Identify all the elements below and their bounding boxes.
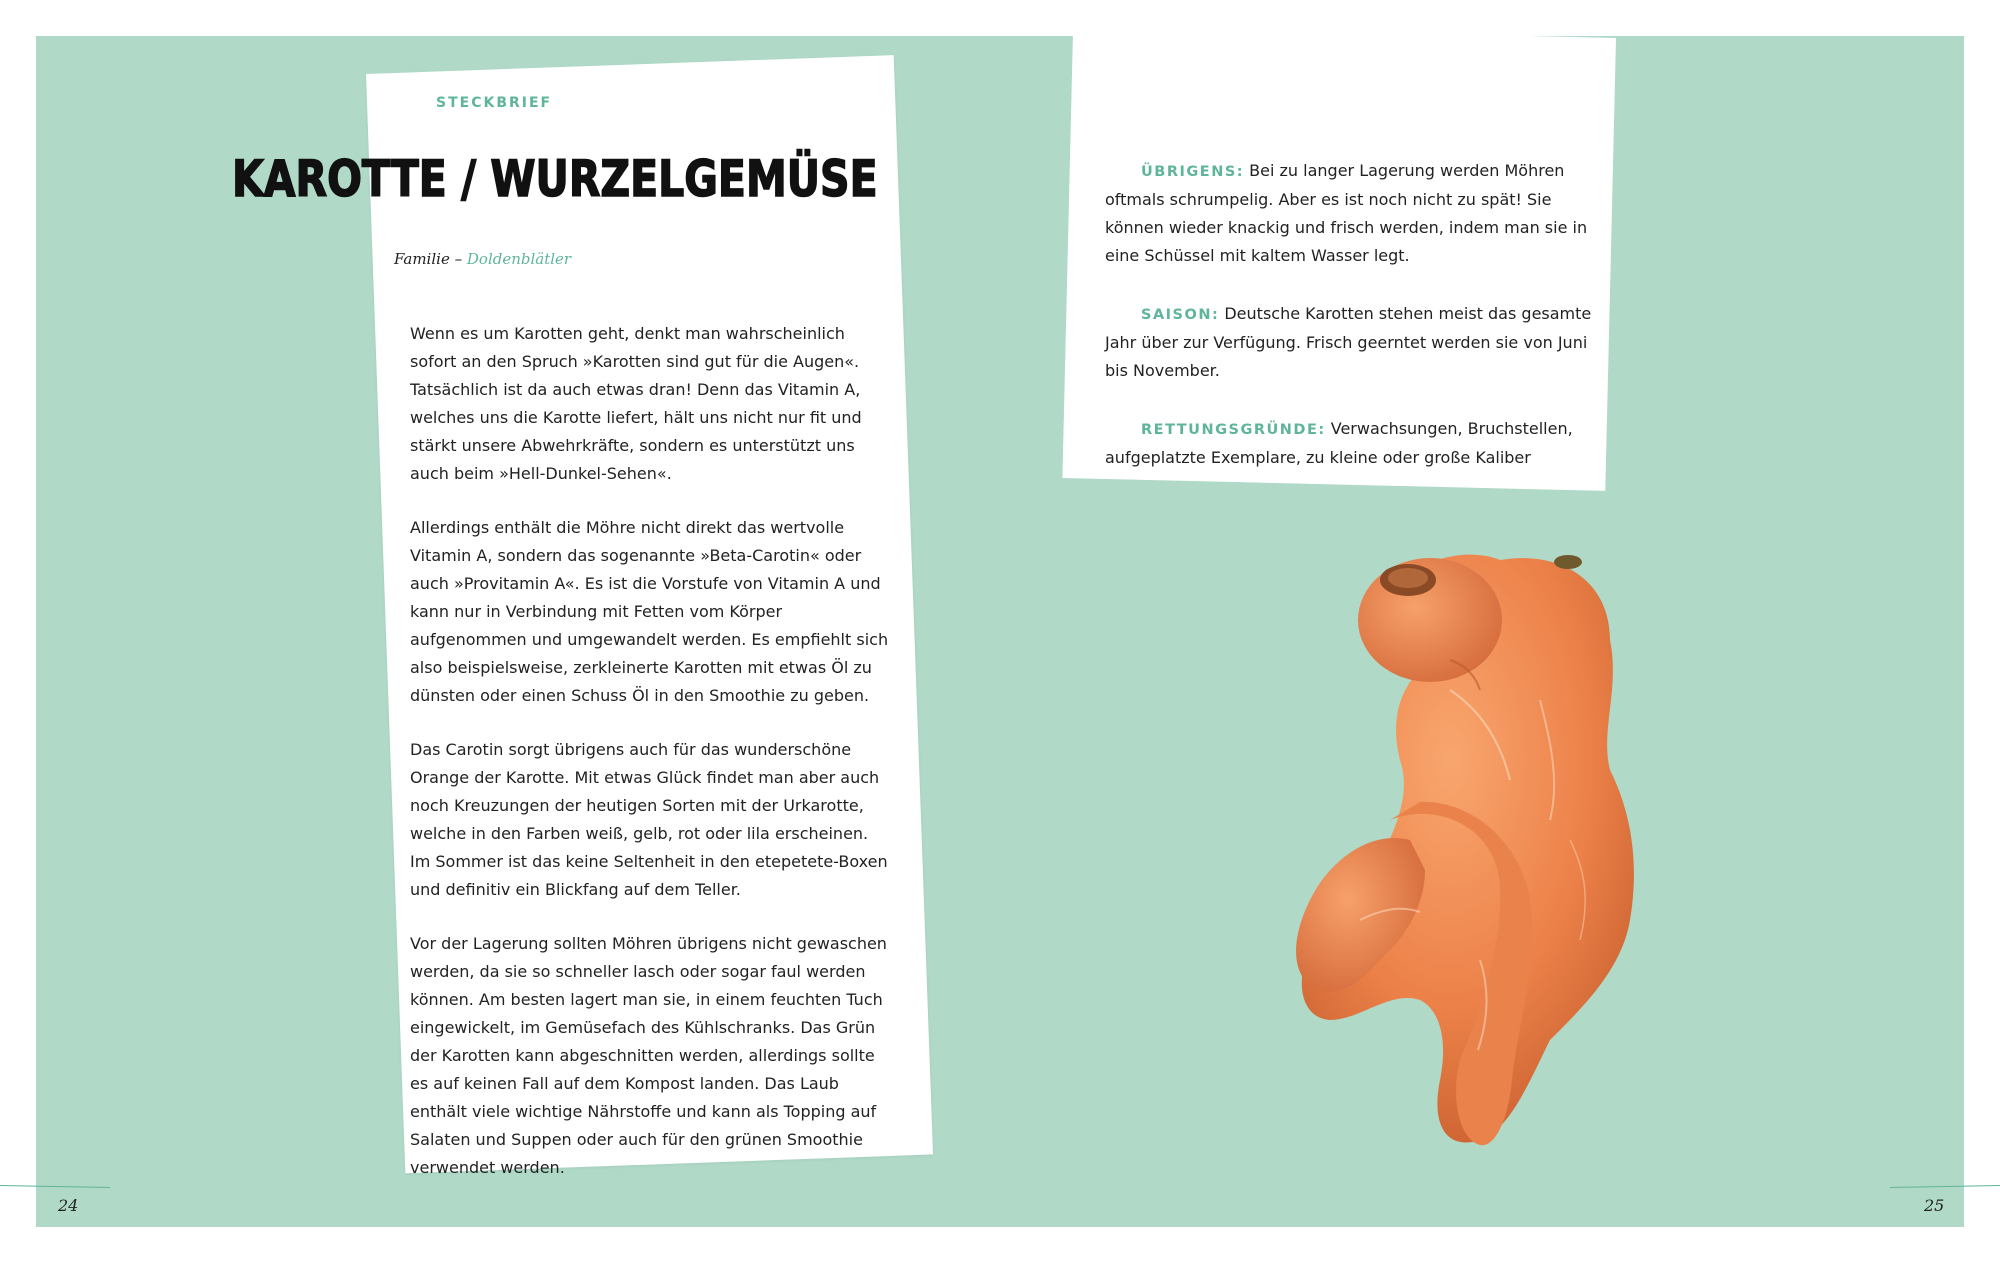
- note-text: Bei zu langer Lagerung werden Möhren oftmals schrumpelig. Aber es ist noch nicht zu spät! Sie können wieder knackig und frisch werden, indem man sie in eine Schüssel mit kaltem Wasser legt.: [1105, 161, 1588, 265]
- family-label: Familie: [394, 250, 450, 268]
- note-label: SAISON:: [1141, 307, 1220, 323]
- body-paragraph: Vor der Lagerung sollten Möhren übrigens nicht gewaschen werden, da sie so schneller lasch oder sogar faul werden können. Am besten lagert man sie, in einem feuchten Tuch eingewickelt, im Gemüsefach des Kühlschranks. Das Grün der Karotten kann abgeschnitten werden, allerdings sollte es auf keinen Fall auf dem Kompost landen. Das Laub enthält viele wichtige Nährstoffe und kann als Topping auf Salaten und Suppen oder auch für den grünen Smoothie verwendet werden.: [410, 934, 887, 1177]
- eyebrow-label: STECKBRIEF: [436, 95, 553, 111]
- note-text: Deutsche Karotten stehen meist das gesamte Jahr über zur Verfügung. Frisch geerntet werden sie von Juni bis November.: [1105, 304, 1592, 380]
- body-paragraph: Wenn es um Karotten geht, denkt man wahrscheinlich sofort an den Spruch »Karotten sind gut für die Augen«. Tatsächlich ist da auch etwas dran! Denn das Vitamin A, welches uns die Karotte liefert, hält uns nicht nur fit und stärkt unsere Abwehrkräfte, sondern es unterstützt uns auch beim »Hell-Dunkel-Sehen«.: [410, 324, 862, 483]
- book-spread: [36, 36, 1964, 1227]
- carrot-photo: [1250, 540, 1670, 1160]
- family-line: [394, 250, 571, 268]
- page-number-right: 25: [1924, 1196, 1945, 1215]
- notes-text: [1105, 157, 1595, 502]
- note-uebrigens: [1105, 157, 1595, 270]
- body-paragraph: Allerdings enthält die Möhre nicht direkt das wertvolle Vitamin A, sondern das sogenannte »Beta-Carotin« oder auch »Provitamin A«. Es ist die Vorstufe von Vitamin A und kann nur in Verbindung mit Fetten vom Körper aufgenommen und umgewandelt werden. Es empfiehlt sich also beispielsweise, zerkleinerte Karotten mit etwas Öl zu dünsten oder einen Schuss Öl in den Smoothie zu geben.: [410, 518, 889, 705]
- family-value: Doldenblätler: [466, 250, 572, 268]
- body-paragraph: Das Carotin sorgt übrigens auch für das wunderschöne Orange der Karotte. Mit etwas Glück findet man aber auch noch Kreuzungen der heutigen Sorten mit der Urkarotte, welche in den Farben weiß, gelb, rot oder lila erscheinen. Im Sommer ist das keine Seltenheit in den etepetete-Boxen und definitiv ein Blickfang auf dem Teller.: [410, 740, 888, 899]
- note-text: Verwachsungen, Bruchstellen, aufgeplatzte Exemplare, zu kleine oder große Kaliber: [1105, 419, 1573, 467]
- body-text: [410, 320, 890, 1208]
- family-separator: –: [454, 250, 463, 268]
- carrot-illustration: [1250, 540, 1670, 1160]
- note-label: RETTUNGSGRÜNDE:: [1141, 422, 1326, 438]
- note-saison: [1105, 300, 1595, 385]
- page-number-left: 24: [58, 1196, 79, 1215]
- note-label: ÜBRIGENS:: [1141, 164, 1245, 180]
- page-title: KAROTTE / WURZELGEMÜSE: [232, 150, 878, 208]
- note-rettungsgruende: [1105, 415, 1595, 472]
